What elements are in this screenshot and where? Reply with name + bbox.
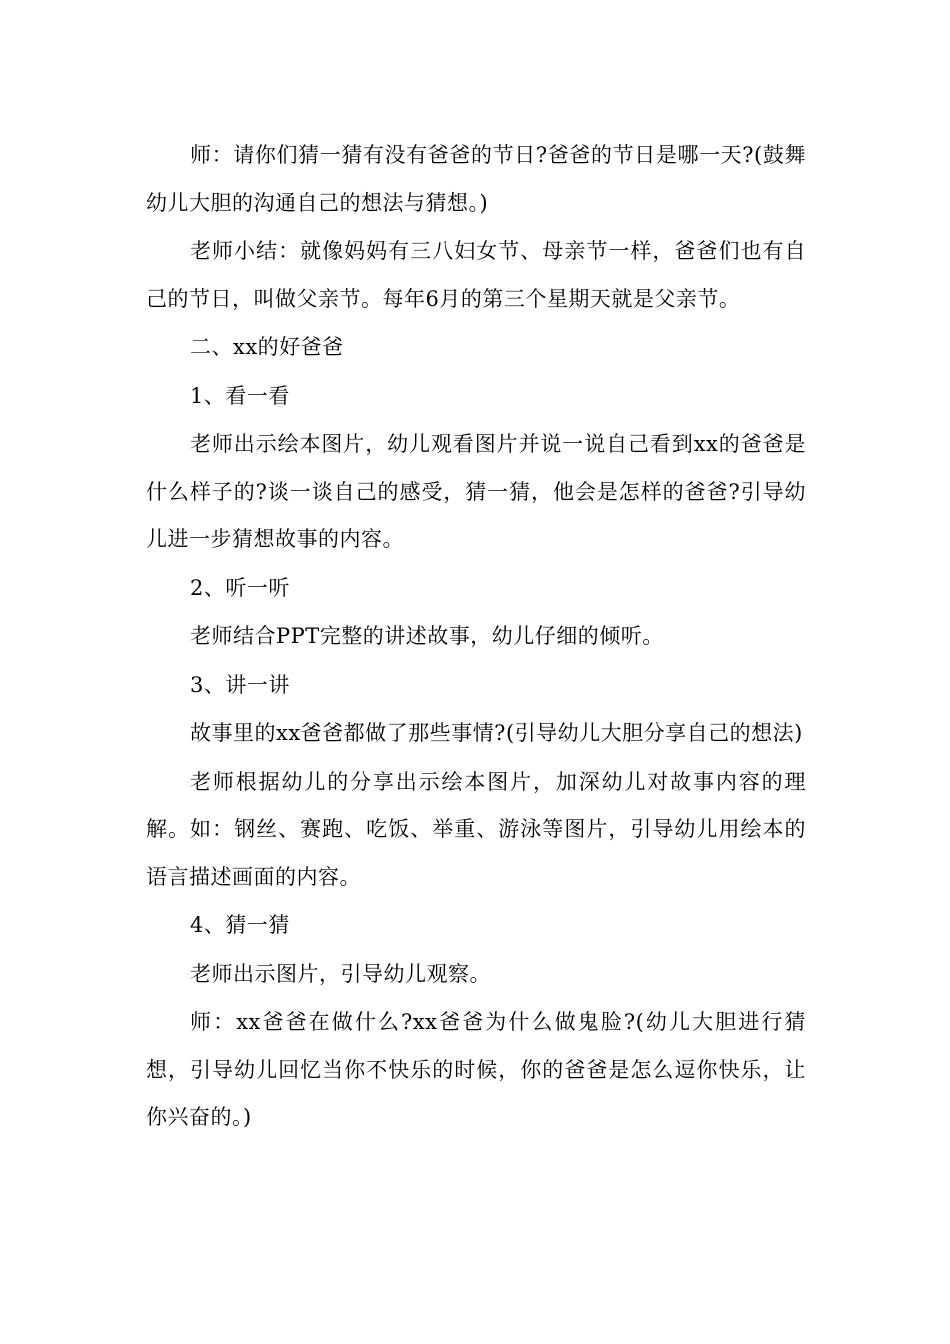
paragraph-listen: 老师结合PPT完整的讲述故事，幼儿仔细的倾听。 xyxy=(190,624,664,648)
document-body xyxy=(146,132,806,1143)
paragraph-look: 老师出示绘本图片，幼儿观看图片并说一说自己看到xx的爸爸是什么样子的?谈一谈自己的感受，猜一猜，他会是怎样的爸爸?引导幼儿进一步猜想故事的内容。 xyxy=(146,432,806,551)
paragraph-teacher-summary: 老师小结：就像妈妈有三八妇女节、母亲节一样，爸爸们也有自己的节日，叫做父亲节。每年6月的第三个星期天就是父亲节。 xyxy=(146,239,806,311)
paragraph-teacher-question: 师：请你们猜一猜有没有爸爸的节日?爸爸的节日是哪一天?(鼓舞幼儿大胆的沟通自己的想法与猜想。) xyxy=(146,143,806,215)
paragraph-tell-question: 故事里的xx爸爸都做了那些事情?(引导幼儿大胆分享自己的想法) xyxy=(190,721,803,745)
section-heading: 二、xx的好爸爸 xyxy=(190,335,344,359)
paragraph-tell-detail: 老师根据幼儿的分享出示绘本图片，加深幼儿对故事内容的理解。如：钢丝、赛跑、吃饭、举重、游泳等图片，引导幼儿用绘本的语言描述画面的内容。 xyxy=(146,769,806,889)
paragraph-guess-question: 师：xx爸爸在做什么?xx爸爸为什么做鬼脸?(幼儿大胆进行猜想，引导幼儿回忆当你不快乐的时候，你的爸爸是怎么逗你快乐，让你兴奋的。) xyxy=(146,1010,806,1129)
step-heading-guess: 4、猜一猜 xyxy=(190,913,290,937)
paragraph-guess-intro: 老师出示图片，引导幼儿观察。 xyxy=(190,961,491,986)
step-heading-tell: 3、讲一讲 xyxy=(190,672,290,697)
step-heading-look: 1、看一看 xyxy=(190,383,290,408)
step-heading-listen: 2、听一听 xyxy=(190,575,290,600)
